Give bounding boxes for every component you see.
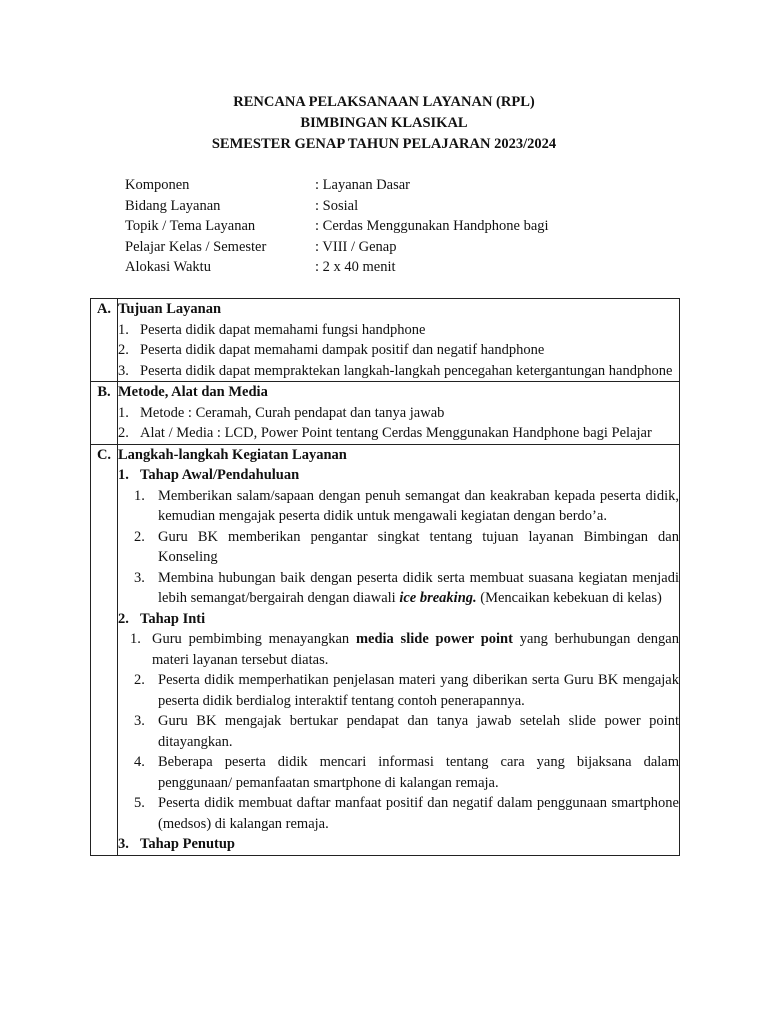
item-text — [158, 568, 679, 609]
meta-label: Bidang Layanan — [125, 197, 221, 214]
list-item — [118, 527, 679, 568]
section-heading: Metode, Alat dan Media — [118, 384, 268, 400]
stage-title: Tahap Penutup — [140, 836, 235, 852]
meta-value: : VIII / Genap — [315, 238, 397, 255]
stage-heading — [118, 609, 679, 630]
item-number: 1. — [118, 404, 129, 421]
item-text: Peserta didik dapat memahami fungsi handphone — [140, 321, 426, 338]
stage-heading — [118, 834, 679, 855]
item-number: 3. — [118, 362, 129, 379]
section-row-a — [91, 299, 680, 382]
title-line-3: SEMESTER GENAP TAHUN PELAJARAN 2023/2024 — [211, 136, 557, 152]
list-item — [118, 568, 679, 609]
section-content — [118, 382, 680, 445]
list-item — [118, 361, 679, 382]
section-letter: B. — [91, 382, 118, 445]
item-number: 2. — [134, 528, 145, 545]
list-item — [118, 793, 679, 834]
item-number: 4. — [134, 754, 145, 770]
stage-title: Tahap Inti — [140, 610, 206, 627]
section-content — [118, 299, 680, 382]
item-emphasis: ice breaking. — [399, 590, 477, 606]
meta-value: : Cerdas Menggunakan Handphone bagi — [315, 218, 549, 234]
list-item — [118, 752, 679, 793]
meta-value: : Sosial — [315, 197, 359, 214]
list-item — [118, 320, 679, 341]
section-row-b — [91, 382, 680, 445]
plan-table — [90, 298, 680, 856]
meta-label: Komponen — [125, 177, 190, 193]
meta-label: Alokasi Waktu — [125, 259, 211, 275]
section-content — [118, 444, 680, 855]
item-number: 2. — [118, 342, 129, 358]
item-number: 2. — [134, 672, 145, 688]
item-number: 1. — [130, 631, 141, 647]
item-text-part: yang berhubungan dengan materi layanan tersebut diatas. — [152, 631, 679, 668]
item-text — [152, 629, 679, 670]
section-row-c — [91, 444, 680, 855]
section-heading: Langkah-langkah Kegiatan Layanan — [118, 446, 347, 463]
item-text: Peserta didik memperhatikan penjelasan materi yang diberikan serta Guru BK mengajak peserta didik berdialog interaktif tentang contoh penerapannya. — [158, 672, 679, 709]
meta-label: Topik / Tema Layanan — [125, 218, 256, 234]
title-line-1: RENCANA PELAKSANAAN LAYANAN (RPL) — [233, 94, 535, 110]
title-line-2: BIMBINGAN KLASIKAL — [300, 115, 468, 131]
meta-label: Pelajar Kelas / Semester — [125, 238, 267, 255]
section-heading: Tujuan Layanan — [118, 301, 222, 317]
stage-number: 1. — [118, 467, 129, 483]
item-text: Alat / Media : LCD, Power Point tentang Cerdas Menggunakan Handphone bagi Pelajar — [140, 425, 652, 441]
item-text: Peserta didik membuat daftar manfaat positif dan negatif dalam penggunaan smartphone (medsos) di kalangan remaja. — [158, 795, 679, 832]
list-item — [118, 423, 679, 444]
list-item — [118, 340, 679, 361]
item-text: Beberapa peserta didik mencari informasi tentang cara yang bijaksana dalam penggunaan/ pemanfaatan smartphone di kalangan remaja. — [158, 754, 679, 791]
item-text-part: Guru pembimbing menayangkan — [152, 631, 356, 647]
item-number: 2. — [118, 425, 129, 441]
item-text: Peserta didik dapat mempraktekan langkah-langkah pencegahan ketergantungan handphone — [140, 362, 673, 379]
list-item — [118, 629, 679, 670]
item-number: 1. — [118, 321, 129, 338]
item-text: Guru BK mengajak bertukar pendapat dan tanya jawab setelah slide power point ditayangkan. — [158, 713, 679, 750]
section-letter: A. — [91, 299, 118, 382]
item-number: 3. — [134, 713, 145, 729]
meta-value: : 2 x 40 menit — [315, 259, 396, 275]
stage-title: Tahap Awal/Pendahuluan — [140, 467, 300, 483]
item-text: Peserta didik dapat memahami dampak positif dan negatif handphone — [140, 342, 545, 358]
stage-number: 3. — [118, 836, 129, 852]
item-number: 3. — [134, 569, 145, 586]
list-item — [118, 670, 679, 711]
item-text-part: Membina hubungan baik dengan peserta didik serta membuat suasana kegiatan menjadi lebih semangat/bergairah dengan diawali — [158, 569, 679, 606]
list-item — [118, 711, 679, 752]
stage-heading — [118, 465, 679, 486]
item-text-part: (Mencaikan kebekuan di kelas) — [476, 590, 662, 606]
item-text: Metode : Ceramah, Curah pendapat dan tanya jawab — [140, 404, 445, 421]
item-number: 5. — [134, 795, 145, 811]
meta-value: : Layanan Dasar — [315, 177, 411, 193]
list-item — [118, 403, 679, 424]
item-text: Guru BK memberikan pengantar singkat tentang tujuan layanan Bimbingan dan Konseling — [158, 528, 679, 565]
section-letter: C. — [91, 444, 118, 855]
document-title — [0, 92, 768, 155]
list-item — [118, 486, 679, 527]
item-text: Memberikan salam/sapaan dengan penuh semangat dan keakraban kepada peserta didik, kemudian mengajak peserta didik untuk mengawali kegiatan dengan berdo’a. — [158, 487, 679, 524]
stage-number: 2. — [118, 610, 129, 627]
item-number: 1. — [134, 487, 145, 504]
item-bold: media slide power point — [355, 631, 513, 647]
